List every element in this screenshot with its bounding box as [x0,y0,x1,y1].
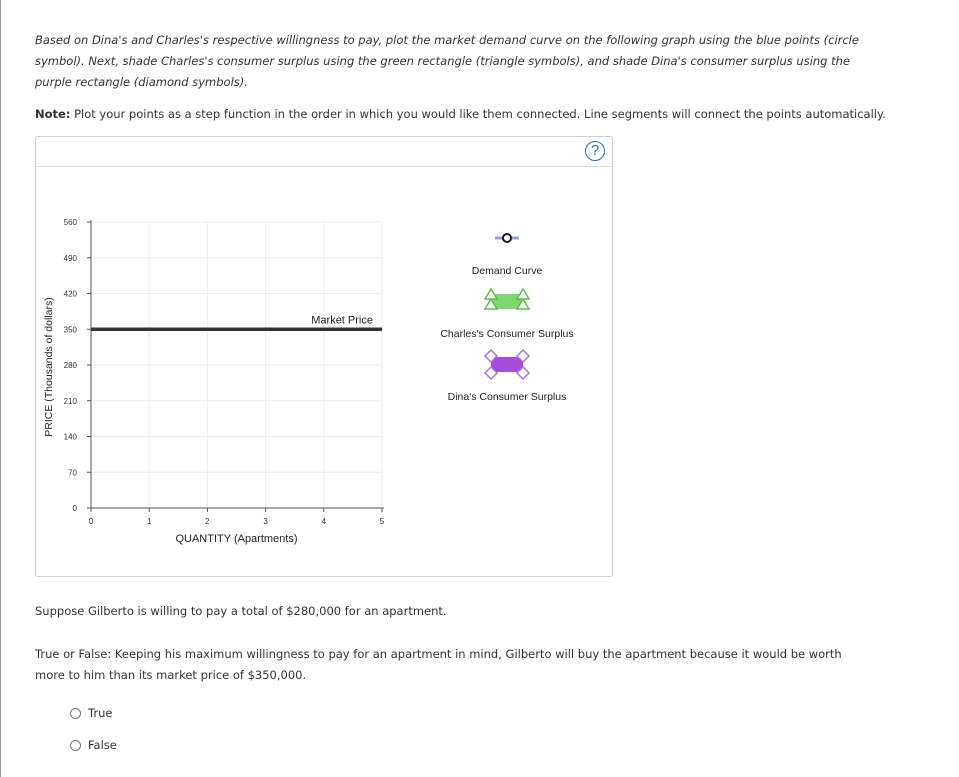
x-tick-label: 1 [146,517,152,526]
instructions-text: Based on Dina's and Charles's respective willingness to pay, plot the market demand curve on the following graph using the blue points (circle symbol). Next, shade Charles's consumer surplus using the green rectangle (triangle symbols), and shade Dina's consumer surplus using the purple rectangle (diamond symbols). [35,33,859,89]
graph-panel [35,136,613,577]
option-true[interactable] [70,706,112,720]
x-tick-label: 0 [88,517,94,526]
axes [64,218,385,526]
purple-rectangle-icon [491,357,523,372]
option-false-label: False [88,738,117,752]
y-tick-label: 140 [63,432,77,442]
legend-charles-tool[interactable] [485,289,529,309]
question-text: True or False: Keeping his maximum willingness to pay for an apartment in mind, Gilberto will buy the apartment because it would be worth more to him than its market price of $350,000. [35,647,842,682]
x-axis-label: QUANTITY (Apartments) [175,533,298,545]
y-tick-label: 560 [63,218,77,227]
legend-charles-label: Charles's Consumer Surplus [440,328,574,340]
option-true-label: True [88,706,113,720]
y-axis-label: PRICE (Thousands of dollars) [43,297,55,437]
note-text [35,104,895,125]
radio-false[interactable] [70,740,81,751]
graph-svg[interactable] [36,167,612,577]
note-body: Plot your points as a step function in the order in which you would like them connected. Line segments will connect the points automatically. [70,107,886,121]
option-false[interactable] [70,738,117,752]
legend-demand-label: Demand Curve [471,265,543,277]
graph-panel-header [36,137,612,167]
x-tick-label: 4 [321,517,327,526]
scenario-text: Suppose Gilberto is willing to pay a total of $280,000 for an apartment. [35,604,447,618]
y-tick-label: 420 [63,289,77,299]
legend-dina-label: Dina's Consumer Surplus [447,391,567,403]
y-tick-label: 210 [63,396,77,406]
legend-demand-tool[interactable] [495,234,519,242]
y-tick-label: 350 [63,325,77,335]
grid [91,222,382,508]
note-label: Note: [35,107,71,121]
y-tick-label: 280 [63,361,77,370]
y-tick-label: 490 [63,253,77,263]
y-tick-label: 0 [72,504,77,513]
x-tick-label: 2 [205,517,210,526]
help-button[interactable]: ? [585,141,605,161]
market-price-label: Market Price [311,314,373,327]
y-tick-label: 70 [68,468,77,478]
demand-point-icon [503,234,511,242]
legend-dina-tool[interactable] [485,350,529,379]
left-border [0,0,1,777]
x-tick-label: 5 [379,517,385,526]
radio-true[interactable] [70,708,81,719]
x-tick-label: 3 [263,517,268,526]
